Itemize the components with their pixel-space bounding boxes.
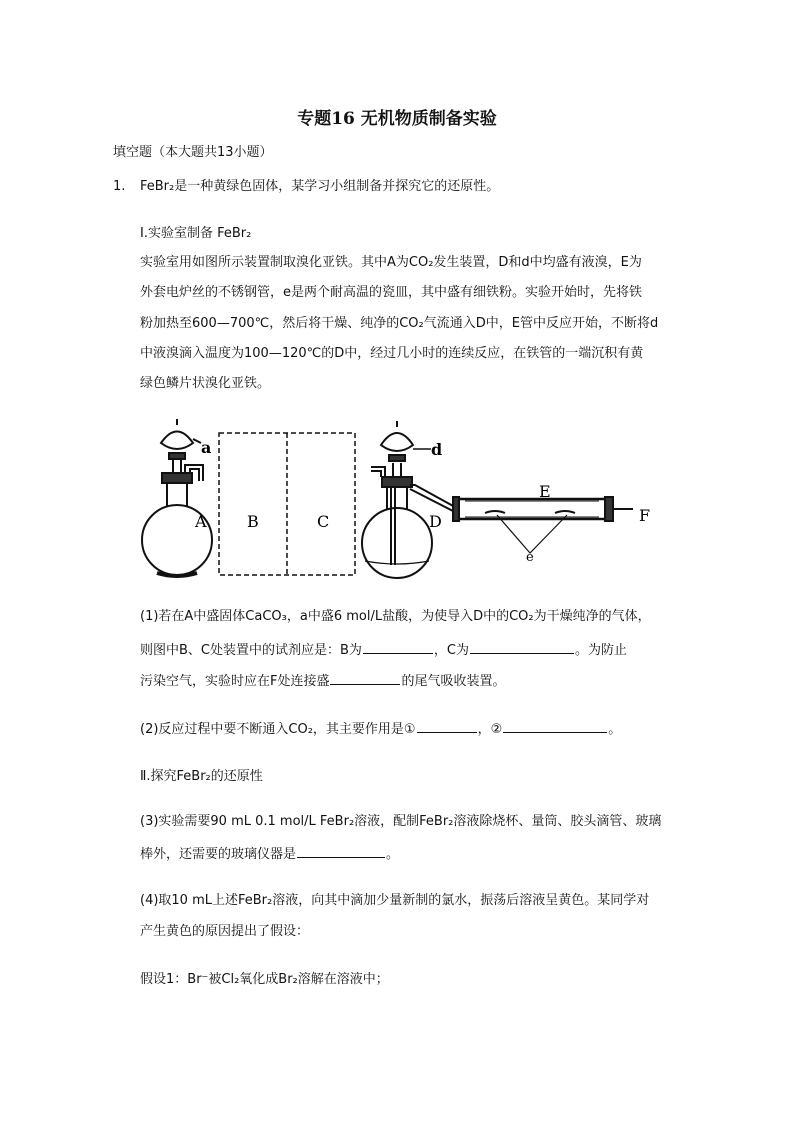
paragraph-line: 外套电炉丝的不锈钢管，e是两个耐高温的瓷皿，其中盛有细铁粉。实验开始时，先将铁 bbox=[140, 285, 642, 300]
label-C: C bbox=[317, 512, 330, 531]
sub-question-4-line1: (4)取10 mL上述FeBr₂溶液，向其中滴加少量新制的氯水，振荡后溶液呈黄色。某同学对 bbox=[140, 893, 650, 908]
question-number: 1. bbox=[113, 179, 126, 194]
sub-question-1-line3: 污染空气，实验时应在F处连接盛 的尾气吸收装置。 bbox=[140, 670, 506, 692]
page-title: 专题16 无机物质制备实验 bbox=[297, 109, 497, 129]
label-A: A bbox=[195, 512, 207, 531]
label-B: B bbox=[247, 512, 259, 531]
section-header: 填空题（本大题共13小题） bbox=[113, 145, 273, 160]
answer-blank-b[interactable] bbox=[363, 639, 433, 654]
paragraph-line: 中液溴滴入温度为100—120℃的D中，经过几小时的连续反应，在铁管的一端沉积有黄 bbox=[140, 346, 644, 361]
label-a: a bbox=[201, 438, 212, 457]
part2-heading: Ⅱ.探究FeBr₂的还原性 bbox=[140, 769, 263, 784]
sub-question-4-line2: 产生黄色的原因提出了假设： bbox=[140, 924, 310, 939]
hypothesis-1: 假设1：Br⁻被Cl₂氧化成Br₂溶解在溶液中； bbox=[140, 972, 389, 987]
answer-blank-3[interactable] bbox=[297, 843, 385, 858]
answer-blank-2[interactable] bbox=[503, 718, 607, 733]
label-E: E bbox=[539, 482, 551, 501]
sub-question-3-line2: 棒外，还需要的玻璃仪器是 。 bbox=[140, 843, 399, 865]
paragraph-line: 粉加热至600—700℃，然后将干燥、纯净的CO₂气流通入D中，E管中反应开始，不断将d bbox=[140, 316, 659, 331]
paragraph-line: 绿色鳞片状溴化亚铁。 bbox=[140, 376, 271, 391]
answer-blank-1[interactable] bbox=[417, 718, 477, 733]
sub-question-1-line2: 则图中B、C处装置中的试剂应是：B为 ，C为 。为防止 bbox=[140, 639, 627, 661]
label-D: D bbox=[429, 512, 442, 531]
part1-heading: I.实验室制备 FeBr₂ bbox=[140, 226, 252, 241]
apparatus-diagram bbox=[135, 415, 655, 585]
tube-e bbox=[453, 497, 633, 553]
paragraph-line: 实验室用如图所示装置制取溴化亚铁。其中A为CO₂发生装置，D和d中均盛有液溴，E为 bbox=[140, 255, 642, 270]
label-e: e bbox=[526, 550, 534, 565]
label-d: d bbox=[431, 440, 443, 459]
sub-question-2: (2)反应过程中要不断通入CO₂，其主要作用是① ，② 。 bbox=[140, 718, 621, 740]
answer-blank-c[interactable] bbox=[470, 639, 574, 654]
sub-question-3-line1: (3)实验需要90 mL 0.1 mol/L FeBr₂溶液，配制FeBr₂溶液除烧杯、量筒、胶头滴管、玻璃 bbox=[140, 814, 662, 829]
label-F: F bbox=[639, 506, 651, 525]
sub-question-1-line1: (1)若在A中盛固体CaCO₃，a中盛6 mol/L盐酸，为使导入D中的CO₂为干燥纯净的气体， bbox=[140, 609, 651, 624]
answer-blank-f[interactable] bbox=[330, 670, 400, 685]
question-intro: FeBr₂是一种黄绿色固体，某学习小组制备并探究它的还原性。 bbox=[140, 179, 500, 194]
